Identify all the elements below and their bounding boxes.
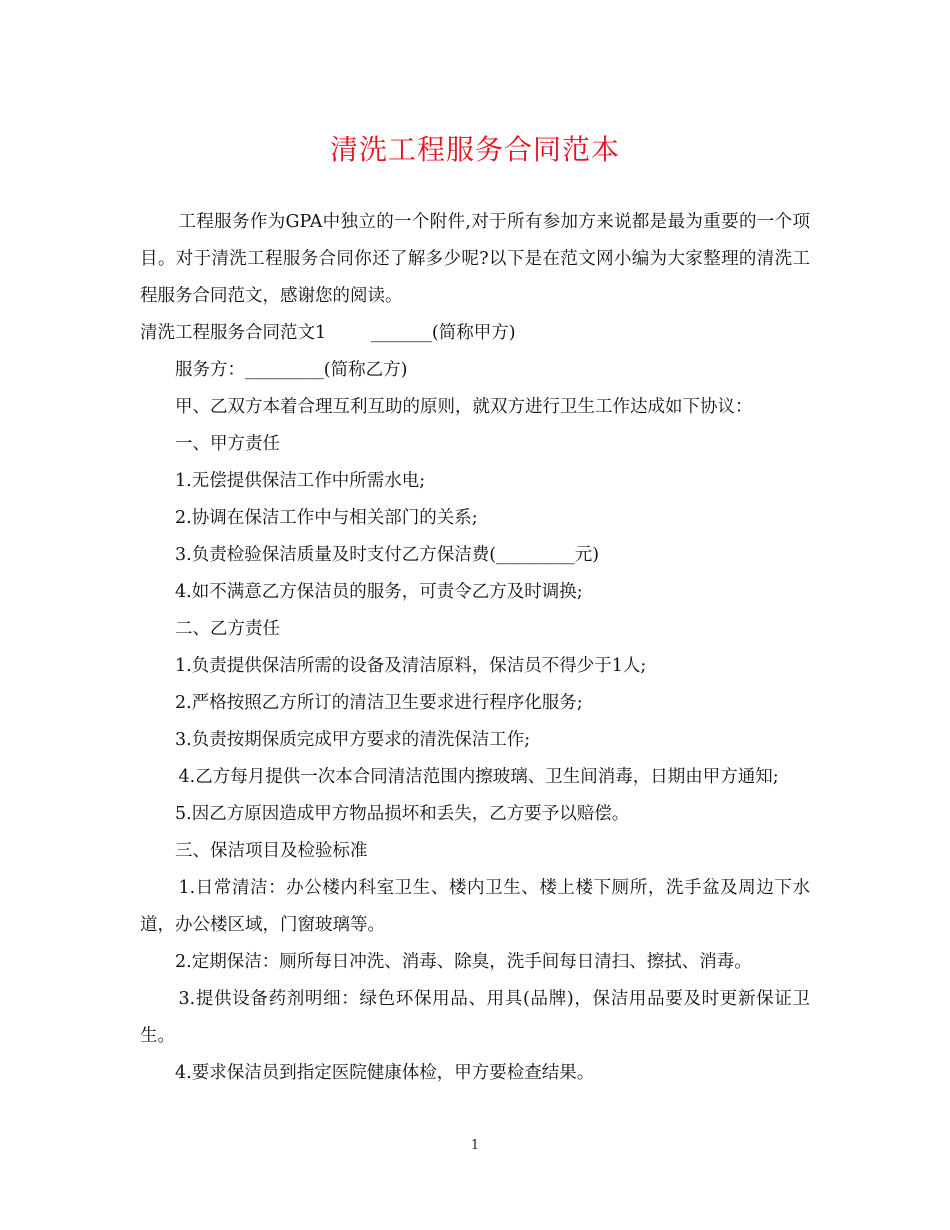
clause-line: 2.严格按照乙方所订的清洁卫生要求进行程序化服务; — [175, 693, 583, 713]
clause-line: 4.要求保洁员到指定医院健康体检，甲方要检查结果。 — [175, 1063, 595, 1083]
clause-line: 5.因乙方原因造成甲方物品损坏和丢失，乙方要予以赔偿。 — [175, 804, 630, 824]
contract-heading-line: 清洗工程服务合同范文1 _______(简称甲方) — [140, 323, 516, 343]
section-heading: 一、甲方责任 — [175, 434, 280, 454]
clause-line: 1.负责提供保洁所需的设备及清洁原料，保洁员不得少于1人; — [175, 656, 647, 676]
document-title: 清洗工程服务合同范本 — [329, 133, 620, 166]
clause-line: 1.无偿提供保洁工作中所需水电; — [175, 471, 426, 491]
clause-line: 4.如不满意乙方保洁员的服务，可责令乙方及时调换; — [175, 582, 583, 602]
agreement-line: 甲、乙双方本着合理互利互助的原则，就双方进行卫生工作达成如下协议： — [175, 397, 753, 417]
section-heading: 二、乙方责任 — [175, 619, 280, 639]
section-heading: 三、保洁项目及检验标准 — [175, 841, 368, 861]
page-number: 1 — [470, 1138, 480, 1153]
clause-paragraph: 4.乙方每月提供一次本合同清洁范围内擦玻璃、卫生间消毒，日期由甲方通知; — [178, 767, 779, 787]
document-body — [140, 204, 810, 1092]
clause-line: 3.负责检验保洁质量及时支付乙方保洁费(_________元) — [175, 545, 600, 565]
clause-line: 3.负责按期保质完成甲方要求的清洗保洁工作; — [175, 730, 531, 750]
clause-line: 2.协调在保洁工作中与相关部门的关系; — [175, 508, 478, 528]
service-party-line: 服务方：_________(简称乙方) — [175, 360, 408, 380]
intro-paragraph: 工程服务作为GPA中独立的一个附件,对于所有参加方来说都是最为重要的一个项目。对于清洗工程服务合同你还了解多少呢?以下是在范文网小编为大家整理的清洗工程服务合同范文，感谢您的阅读。 — [140, 212, 810, 306]
clause-paragraph: 3.提供设备药剂明细：绿色环保用品、用具(品牌)，保洁用品要及时更新保证卫生。 — [140, 989, 810, 1046]
clause-paragraph: 1.日常清洁：办公楼内科室卫生、楼内卫生、楼上楼下厕所，洗手盆及周边下水道，办公楼区域，门窗玻璃等。 — [140, 878, 810, 935]
clause-line: 2.定期保洁：厕所每日冲洗、消毒、除臭，洗手间每日清扫、擦拭、消毒。 — [175, 952, 752, 972]
